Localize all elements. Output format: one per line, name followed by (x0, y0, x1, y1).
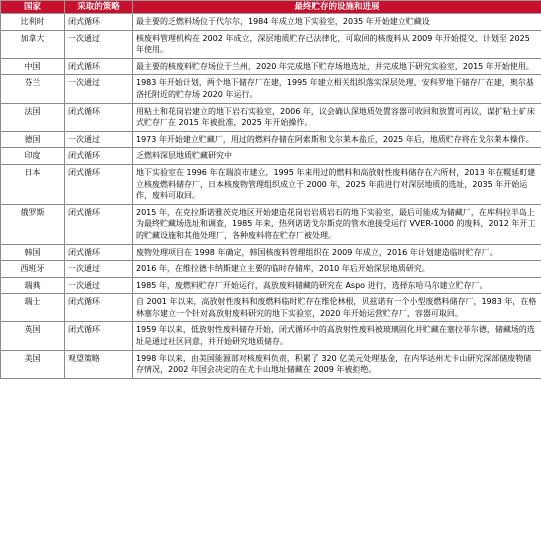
strategy-cell: 闭式循环 (65, 103, 133, 131)
country-cell: 法国 (1, 103, 65, 131)
country-cell: 德国 (1, 131, 65, 148)
progress-cell: 2015 年，在克拉斯诺雅茨克地区开始建造花岗岩岩质岩石的地下实验室，最后可能成为储藏厂，在库科拉半岛上为最终贮藏场选址和调查，1985 年来，热列诺诺戈尔斯克的管水池接受运行 VVER-1000 的废料，2012 年开工的贮藏设施和其他处理厂，各种废料将在贮存厂被处理。 (133, 204, 541, 244)
table-row (1, 75, 541, 103)
progress-cell: 最主要的核废料贮存场位于兰州，2020 年完成地下贮存场地选址，并完成地下研究实验室，2015 年开始使用。 (133, 58, 541, 75)
table-row (1, 261, 541, 278)
table-row (1, 30, 541, 58)
country-cell: 美国 (1, 350, 65, 378)
table-row (1, 14, 541, 31)
progress-cell: 1973 年开始建立贮藏厂，用过的燃料存储在阿索斯和戈尔莱本盐丘，2025 年后，地质贮存将在戈尔莱本操作。 (133, 131, 541, 148)
progress-cell: 1998 年以来，由美国能源部对核废料负责，积累了 320 亿美元处理基金，在内华达州尤卡山研究深部储废物储存情况，2002 年国会决定的在尤卡山地址储藏在 2009 年被拒绝。 (133, 350, 541, 378)
progress-cell: 用粘土和花岗岩建立的地下岩石实验室，2006 年，议会确认深地质处置容器可收回和放置可再议，谋扩粘土矿床式贮存厂在 2015 年被批准，2025 年开始操作。 (133, 103, 541, 131)
progress-cell: 自 2001 年以来，高放射性废料和废燃料临时贮存在维伦林根，贝兹诺有一个小型废燃料储存厂，1983 年，在格林塞尔建立一个针对高放射废料研究的地下实验室，2020 年开始运营贮存厂，容器可取回。 (133, 294, 541, 322)
table-row (1, 294, 541, 322)
country-cell: 加拿大 (1, 30, 65, 58)
table-row (1, 58, 541, 75)
table-row (1, 350, 541, 378)
country-cell: 西班牙 (1, 261, 65, 278)
country-cell: 中国 (1, 58, 65, 75)
header-progress: 最终贮存的设施和进展 (133, 1, 541, 14)
header-strategy: 采取的策略 (65, 1, 133, 14)
strategy-cell: 一次通过 (65, 75, 133, 103)
country-cell: 韩国 (1, 244, 65, 261)
strategy-cell: 闭式循环 (65, 148, 133, 165)
country-cell: 俄罗斯 (1, 204, 65, 244)
header-country: 国家 (1, 1, 65, 14)
strategy-cell: 观望策略 (65, 350, 133, 378)
strategy-cell: 一次通过 (65, 30, 133, 58)
country-cell: 英国 (1, 322, 65, 350)
strategy-cell: 一次通过 (65, 131, 133, 148)
progress-cell: 地下实验室在 1996 年在瑞浪市建立，1995 年来用过的燃料和高放射性废料储存在六所村，2013 年在幌延町建立核废燃料储存厂，日本核废物管理组织成立于 2000 年，2025 年前进行对深层地质的选址，2035 年开始运作，废料可取回。 (133, 164, 541, 204)
country-cell: 瑞士 (1, 294, 65, 322)
strategy-cell: 闭式循环 (65, 294, 133, 322)
progress-cell: 乏燃料深层地质贮藏研究中 (133, 148, 541, 165)
progress-cell: 最主要的乏燃料场位于代尔尔，1984 年成立地下实验室，2035 年开始建立贮藏设 (133, 14, 541, 31)
progress-cell: 1985 年，废燃料贮存厂开始运行，高放废料储藏的研究在 Aspo 进行，选择东哈马尔建立贮存厂。 (133, 277, 541, 294)
strategy-cell: 闭式循环 (65, 244, 133, 261)
country-cell: 印度 (1, 148, 65, 165)
progress-cell: 1959 年以来，低放射性废料储存开始，闭式循环中的高放射性废料被玻璃固化并贮藏在塞拉菲尔德，储藏场的选址是通过社区同意，并开始研究地质储存。 (133, 322, 541, 350)
strategy-cell: 闭式循环 (65, 204, 133, 244)
table-row (1, 322, 541, 350)
country-cell: 瑞典 (1, 277, 65, 294)
table-row (1, 164, 541, 204)
progress-cell: 核废料管理机构在 2002 年成立，深层地质贮存已法律化，可取回的核废料从 2009 年开始提交，计划至 2025 年使用。 (133, 30, 541, 58)
strategy-cell: 闭式循环 (65, 58, 133, 75)
table-row (1, 131, 541, 148)
table-row (1, 244, 541, 261)
strategy-cell: 闭式循环 (65, 322, 133, 350)
strategy-cell: 一次通过 (65, 261, 133, 278)
table-row (1, 277, 541, 294)
table-row (1, 103, 541, 131)
country-cell: 日本 (1, 164, 65, 204)
country-cell: 比利时 (1, 14, 65, 31)
strategy-cell: 闭式循环 (65, 164, 133, 204)
table-row (1, 148, 541, 165)
table-header-row (1, 1, 541, 14)
progress-cell: 2016 年，在维拉德卡纳斯建立主要的临时存储库，2010 年后开始深层地质研究。 (133, 261, 541, 278)
progress-cell: 废物处理项目在 1998 年确定，韩国核废料管理组织在 2009 年成立，2016 年计划建造临时贮存厂。 (133, 244, 541, 261)
country-cell: 芬兰 (1, 75, 65, 103)
table-row (1, 204, 541, 244)
progress-cell: 1983 年开始计划，两个地下储存厂在建，1995 年建立相关组织落实深层处理，安科罗地下储存厂在建，奥尔基洛托附近的贮存场 2020 年运行。 (133, 75, 541, 103)
strategy-cell: 一次通过 (65, 277, 133, 294)
strategy-cell: 闭式循环 (65, 14, 133, 31)
